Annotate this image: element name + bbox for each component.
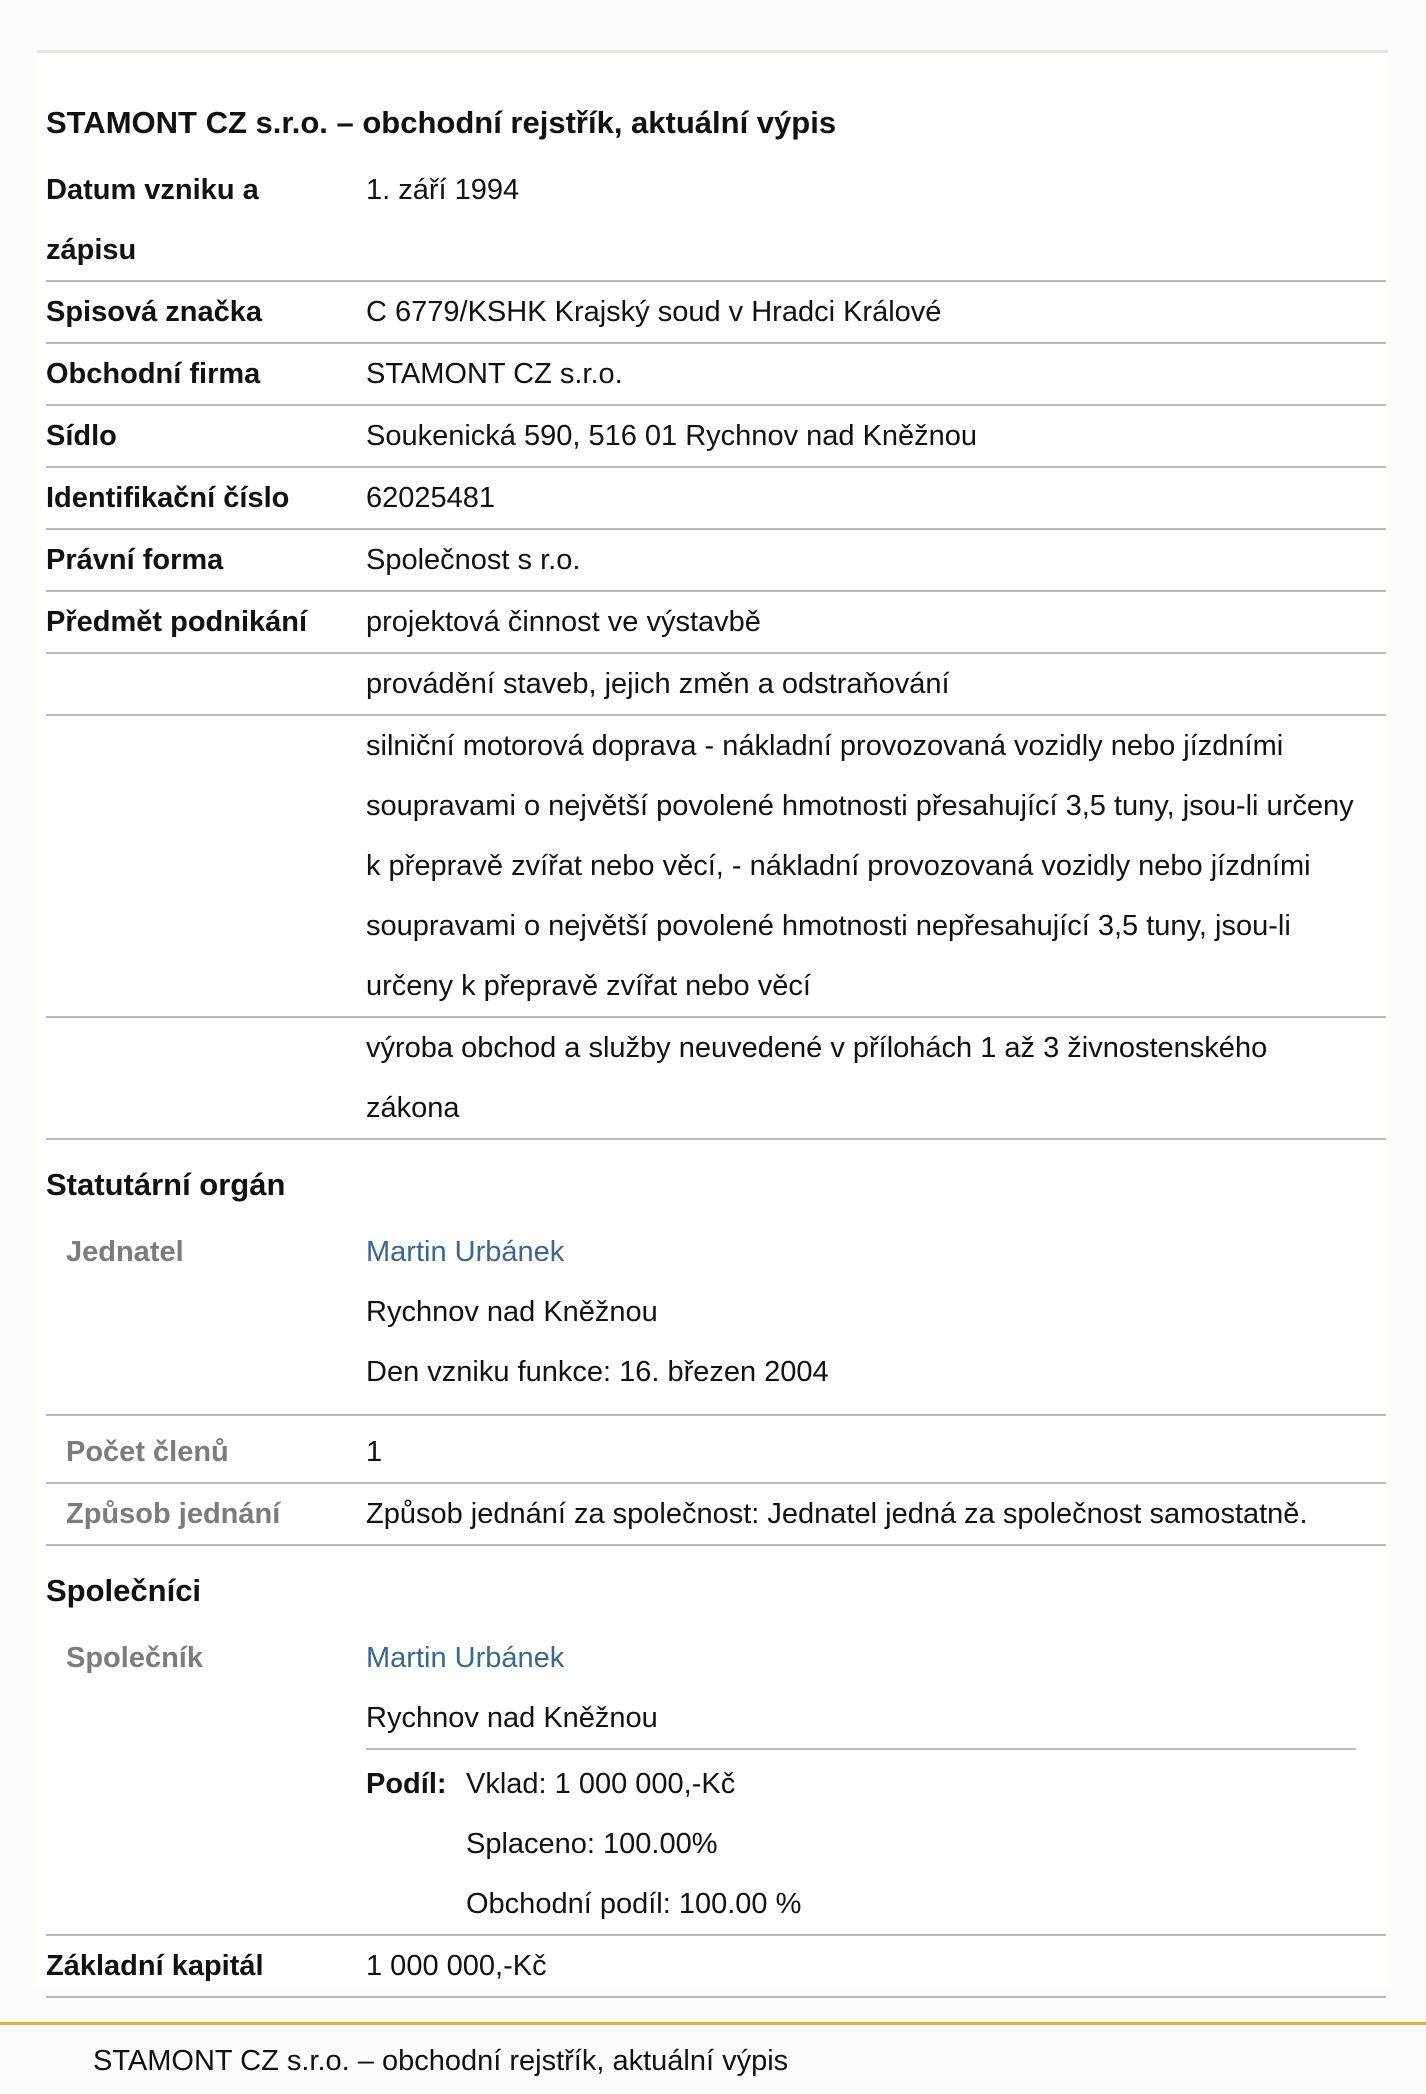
row-zpusob-jednani <box>46 1484 1386 1546</box>
label-pocet-clenu: Počet členů <box>66 1436 229 1468</box>
row-spolecnik <box>46 1628 1386 1936</box>
row-spisova-znacka <box>46 282 1386 344</box>
row-pocet-clenu <box>46 1416 1386 1484</box>
spolecnik-details <box>366 1628 1386 1934</box>
jednatel-details <box>366 1222 1386 1414</box>
row-datum-vzniku <box>46 160 1386 282</box>
value-pravni-forma: Společnost s r.o. <box>366 544 581 576</box>
link-jednatel-name[interactable]: Martin Urbánek <box>366 1236 565 1268</box>
value-zpusob-jednani: Způsob jednání za společnost: Jednatel jedná za společnost samostatně. <box>366 1498 1308 1530</box>
register-content <box>46 98 1386 1998</box>
label-podil: Podíl: <box>366 1768 447 1800</box>
jednatel-since: Den vzniku funkce: 16. březen 2004 <box>366 1356 829 1388</box>
link-spolecnik-name[interactable]: Martin Urbánek <box>366 1642 565 1674</box>
value-ico: 62025481 <box>366 482 496 514</box>
spolecnik-city: Rychnov nad Kněžnou <box>366 1702 658 1734</box>
jednatel-city: Rychnov nad Kněžnou <box>366 1296 658 1328</box>
row-predmet-3 <box>46 716 1386 1018</box>
row-obchodni-firma <box>46 344 1386 406</box>
value-predmet-1: projektová činnost ve výstavbě <box>366 606 761 638</box>
row-pravni-forma <box>46 530 1386 592</box>
page-title: STAMONT CZ s.r.o. – obchodní rejstřík, aktuální výpis <box>46 105 837 140</box>
value-predmet-2: provádění staveb, jejich změn a odstraňování <box>366 668 950 700</box>
page-footer <box>0 2022 1426 2094</box>
label-obchodni-firma: Obchodní firma <box>46 358 261 390</box>
section-statutarni-organ: Statutární orgán <box>46 1167 286 1202</box>
label-datum-vzniku: Datum vzniku a zápisu <box>46 174 259 266</box>
row-predmet-1 <box>46 592 1386 654</box>
value-spisova-znacka: C 6779/KSHK Krajský soud v Hradci Králové <box>366 296 942 328</box>
label-pravni-forma: Právní forma <box>46 544 224 576</box>
value-predmet-4: výroba obchod a služby neuvedené v přílohách 1 až 3 živnostenského zákona <box>366 1032 1268 1124</box>
value-datum-vzniku: 1. září 1994 <box>366 174 520 206</box>
label-jednatel: Jednatel <box>66 1236 184 1268</box>
podil-vklad: Vklad: 1 000 000,-Kč <box>466 1768 736 1800</box>
label-predmet-podnikani: Předmět podnikání <box>46 606 308 638</box>
row-predmet-2 <box>46 654 1386 716</box>
podil-splaceno: Splaceno: 100.00% <box>466 1828 718 1860</box>
label-sidlo: Sídlo <box>46 420 117 452</box>
row-ico <box>46 468 1386 530</box>
label-spisova-znacka: Spisová značka <box>46 296 262 328</box>
footer-title: STAMONT CZ s.r.o. – obchodní rejstřík, aktuální výpis <box>93 2045 789 2077</box>
label-zakladni-kapital: Základní kapitál <box>46 1950 264 1982</box>
row-predmet-4 <box>46 1018 1386 1140</box>
row-zakladni-kapital <box>46 1936 1386 1998</box>
podil-obchodni: Obchodní podíl: 100.00 % <box>466 1888 802 1920</box>
value-zakladni-kapital: 1 000 000,-Kč <box>366 1950 547 1982</box>
podil-values <box>466 1754 801 1934</box>
value-pocet-clenu: 1 <box>366 1436 383 1468</box>
value-obchodni-firma: STAMONT CZ s.r.o. <box>366 358 623 390</box>
section-spolecnici: Společníci <box>46 1573 202 1608</box>
row-jednatel <box>46 1222 1386 1416</box>
register-card <box>37 50 1388 1988</box>
row-sidlo <box>46 406 1386 468</box>
value-sidlo: Soukenická 590, 516 01 Rychnov nad Kněžnou <box>366 420 978 452</box>
label-spolecnik: Společník <box>66 1642 203 1674</box>
podil-block <box>366 1748 1356 1934</box>
label-zpusob-jednani: Způsob jednání <box>66 1498 281 1530</box>
label-ico: Identifikační číslo <box>46 482 290 514</box>
value-predmet-3: silniční motorová doprava - nákladní provozovaná vozidly nebo jízdními soupravami o největší povolené hmotnosti přesahující 3,5 tuny, jsou-li určeny k přepravě zvířat nebo věcí, - nákladní provozovaná vozidly nebo jízdními soupravami o největší povolené hmotnosti nepřesahující 3,5 tuny, jsou-li určeny k přepravě zvířat nebo věcí <box>366 730 1354 1002</box>
